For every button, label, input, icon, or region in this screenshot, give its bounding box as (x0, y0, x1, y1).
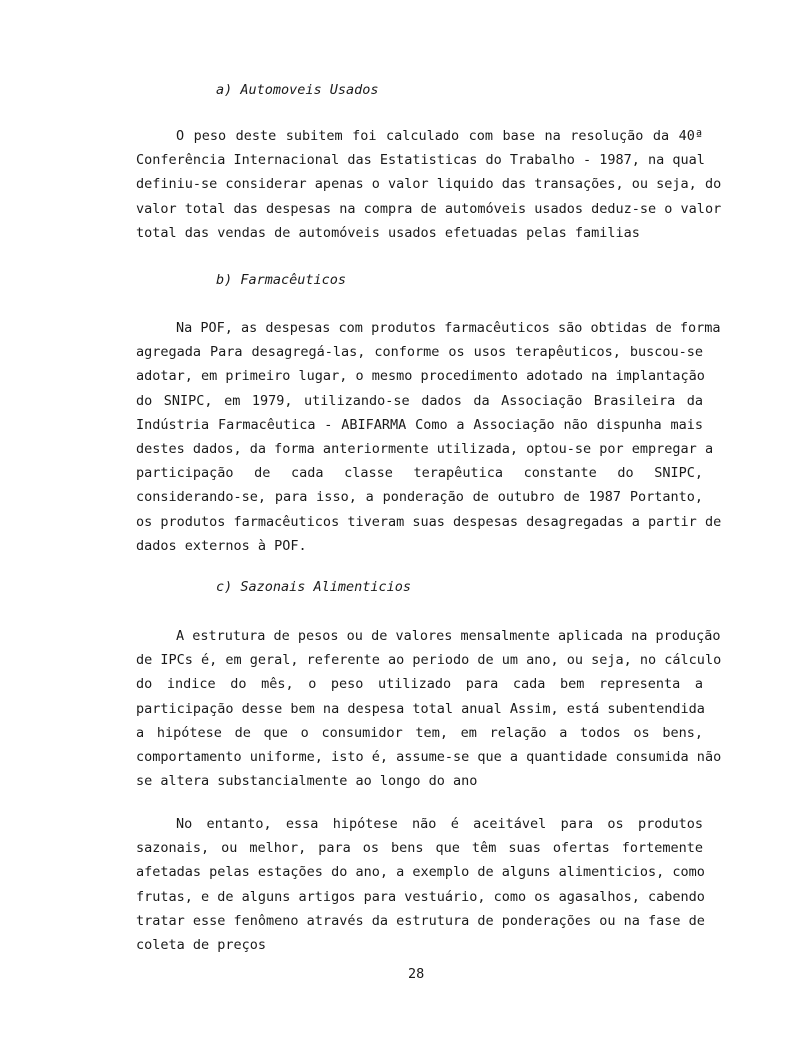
text-line: total das vendas de automóveis usados efetuadas pelas familias (136, 224, 640, 241)
text-line: do indice do mês, o peso utilizado para cada bem representa a (136, 676, 703, 693)
text-line: dados externos à POF. (136, 537, 307, 554)
paragraph-farmaceuticos (136, 316, 722, 558)
section-heading-sazonais-alimenticios: c) Sazonais Alimenticios (216, 579, 412, 595)
text-line: Na POF, as despesas com produtos farmacêuticos são obtidas de forma (176, 320, 721, 336)
text-line: adotar, em primeiro lugar, o mesmo procedimento adotado na implantação (136, 368, 705, 385)
text-line: tratar esse fenômeno através da estrutura de ponderações ou na fase de (136, 912, 705, 929)
section-heading-automoveis-usados: a) Automoveis Usados (216, 82, 379, 98)
text-line: Conferência Internacional das Estatisticas do Trabalho - 1987, na qual (136, 152, 705, 169)
text-line: No entanto, essa hipótese não é aceitável para os produtos (176, 816, 703, 832)
text-line: afetadas pelas estações do ano, a exemplo de alguns alimenticios, como (136, 864, 705, 881)
paragraph-automoveis-usados (136, 124, 722, 245)
text-line: participação desse bem na despesa total anual Assim, está subentendida (136, 700, 705, 717)
text-line: do SNIPC, em 1979, utilizando-se dados da Associação Brasileira da (136, 392, 703, 409)
text-line: destes dados, da forma anteriormente utilizada, optou-se por empregar a (136, 440, 714, 457)
text-line: a hipótese de que o consumidor tem, em relação a todos os bens, (136, 724, 703, 741)
text-line: os produtos farmacêuticos tiveram suas despesas desagregadas a partir de (136, 513, 722, 530)
section-heading-farmaceuticos: b) Farmacêuticos (216, 272, 347, 288)
text-line: agregada Para desagregá-las, conforme os usos terapêuticos, buscou-se (136, 344, 703, 361)
text-line: valor total das despesas na compra de automóveis usados deduz-se o valor (136, 200, 722, 217)
text-line: A estrutura de pesos ou de valores mensalmente aplicada na produção (176, 628, 721, 644)
text-line: comportamento uniforme, isto é, assume-se que a quantidade consumida não (136, 748, 722, 765)
text-line: participação de cada classe terapêutica constante do SNIPC, (136, 465, 703, 482)
paragraph-sazonais-1 (136, 624, 722, 793)
text-line: se altera substancialmente ao longo do ano (136, 773, 478, 790)
text-line: definiu-se considerar apenas o valor liquido das transações, ou seja, do (136, 176, 722, 193)
text-line: Indústria Farmacêutica - ABIFARMA Como a Associação não dispunha mais (136, 416, 703, 433)
paragraph-sazonais-2 (136, 812, 703, 957)
text-line: coleta de preços (136, 936, 267, 953)
text-line: sazonais, ou melhor, para os bens que têm suas ofertas fortemente (136, 840, 703, 857)
text-line: considerando-se, para isso, a ponderação de outubro de 1987 Portanto, (136, 489, 703, 506)
text-line: frutas, e de alguns artigos para vestuário, como os agasalhos, cabendo (136, 888, 705, 905)
page-number: 28 (408, 966, 425, 982)
text-line: O peso deste subitem foi calculado com base na resolução da 40ª (176, 128, 703, 144)
text-line: de IPCs é, em geral, referente ao periodo de um ano, ou seja, no cálculo (136, 652, 722, 669)
